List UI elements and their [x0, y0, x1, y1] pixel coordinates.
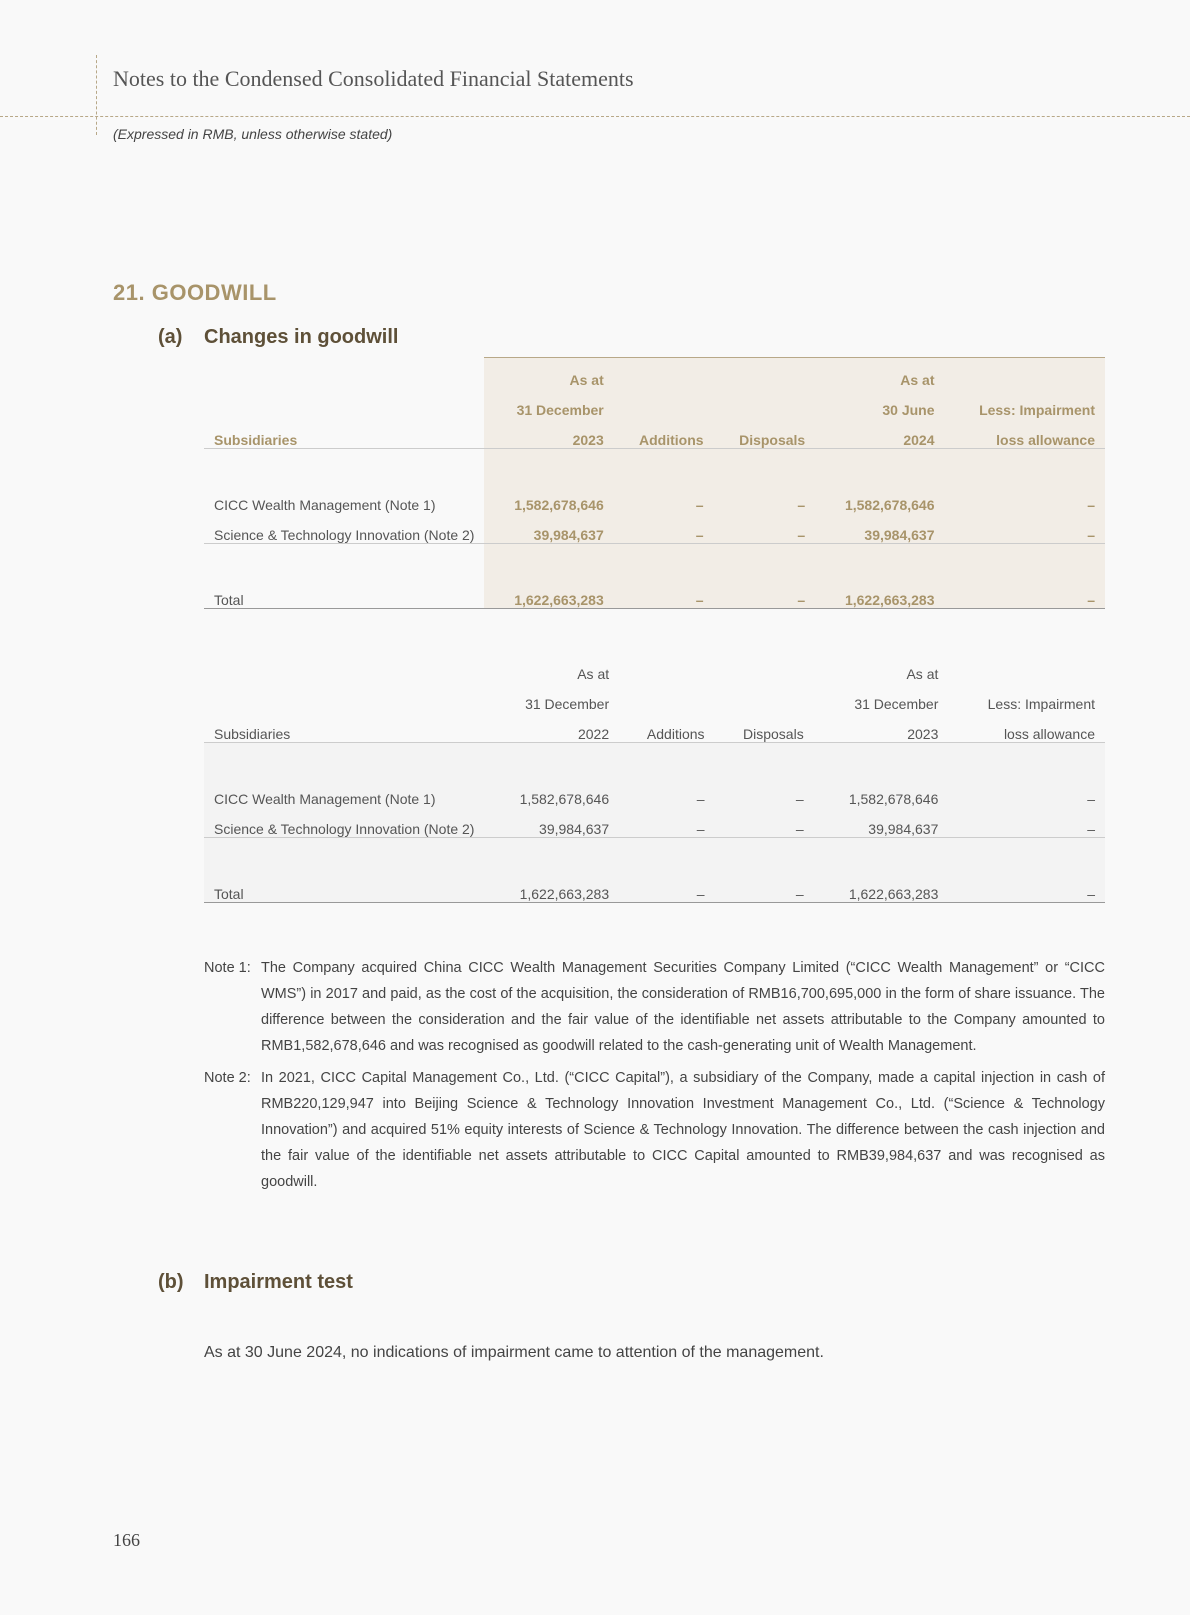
- table-cell: –: [714, 483, 816, 513]
- table-cell: 2023: [814, 712, 949, 743]
- table-cell: –: [714, 578, 816, 609]
- goodwill-table-2024: [204, 357, 1105, 609]
- table-cell: [614, 388, 714, 418]
- table-cell: 39,984,637: [484, 807, 619, 838]
- subsection-title: Impairment test: [204, 1271, 353, 1293]
- table-cell: [204, 682, 484, 712]
- table-cell: 31 December: [525, 696, 610, 712]
- goodwill-table-2023: [204, 652, 1105, 903]
- table-cell: Disposals: [714, 418, 816, 449]
- table-cell: [715, 682, 814, 712]
- table-cell: –: [715, 807, 814, 838]
- table-cell: –: [945, 578, 1106, 609]
- table-cell: –: [619, 777, 714, 807]
- table-cell: [204, 388, 484, 418]
- spacer-row: [204, 544, 1105, 579]
- table-cell: Less: Impairment: [987, 696, 1095, 712]
- table-cell: –: [619, 872, 714, 903]
- table-cell: 30 June: [815, 388, 944, 418]
- table-cell: 1,582,678,646: [484, 777, 619, 807]
- table-cell: Additions: [619, 712, 714, 743]
- table-cell: 1,582,678,646: [814, 777, 949, 807]
- table-cell: 2023: [484, 418, 613, 449]
- table-cell: Science & Technology Innovation (Note 2): [204, 807, 484, 838]
- table-cell: As at: [906, 666, 939, 682]
- table-cell: [948, 652, 1105, 682]
- table-cell: Less: Impairment: [945, 388, 1106, 418]
- spacer-row: [204, 449, 1105, 484]
- table-cell: [714, 388, 816, 418]
- table-row: [204, 513, 1105, 544]
- table-cell: 31 December: [484, 388, 613, 418]
- page-subtitle: (Expressed in RMB, unless otherwise stated): [113, 126, 393, 142]
- table-cell: [204, 652, 484, 682]
- table-cell: CICC Wealth Management (Note 1): [214, 497, 436, 513]
- note-label: Note 1:: [204, 960, 251, 976]
- table-cell: [715, 652, 814, 682]
- table-cell: loss allowance: [945, 418, 1106, 449]
- table-cell: 39,984,637: [814, 807, 949, 838]
- spacer-row: [204, 743, 1105, 778]
- table-cell: Total: [204, 578, 484, 609]
- table-cell: –: [614, 513, 714, 544]
- table-cell: 1,622,663,283: [814, 872, 949, 903]
- table-cell: [945, 358, 1106, 389]
- table-cell: Science & Technology Innovation (Note 2): [204, 513, 484, 544]
- section-heading: [113, 280, 277, 306]
- table-cell: As at: [484, 358, 613, 389]
- header-row: [204, 682, 1105, 712]
- note-2: [204, 1065, 1105, 1195]
- notes: [204, 955, 1105, 1201]
- table-cell: As at: [815, 358, 944, 389]
- section-title: GOODWILL: [151, 280, 277, 305]
- table-row: [204, 777, 1105, 807]
- table-cell: 1,582,678,646: [815, 483, 944, 513]
- table-row: [204, 483, 1105, 513]
- header-row: [204, 712, 1105, 743]
- table-cell: 31 December: [854, 696, 939, 712]
- table-cell: CICC Wealth Management (Note 1): [204, 777, 484, 807]
- header-row: [204, 388, 1105, 418]
- table-cell: –: [714, 513, 816, 544]
- subsection-label: (a): [158, 326, 183, 348]
- table-cell: –: [715, 777, 814, 807]
- table-cell: [614, 358, 714, 389]
- header-row: [204, 652, 1105, 682]
- table-cell: –: [945, 483, 1106, 513]
- table-cell: 1,582,678,646: [484, 483, 613, 513]
- table-cell: –: [619, 807, 714, 838]
- subsection-title: Changes in goodwill: [204, 326, 399, 348]
- subsection-b-heading: [158, 1271, 353, 1294]
- table-cell: Additions: [614, 418, 714, 449]
- table-cell: –: [614, 578, 714, 609]
- table-cell: –: [945, 513, 1106, 544]
- header-row: [204, 418, 1105, 449]
- spacer-row: [204, 838, 1105, 873]
- section-number: 21.: [113, 280, 146, 305]
- table-cell: [619, 652, 714, 682]
- note-label: Note 2:: [204, 1070, 251, 1086]
- table-cell: 2022: [484, 712, 619, 743]
- table-cell: 39,984,637: [484, 513, 613, 544]
- note-text: The Company acquired China CICC Wealth Management Securities Company Limited (“CICC Wealth Management” or “CICC WMS”) in 2017 and paid, as the cost of the acquisition, the consideration of RMB16,700,695,000 in the form of share issuance. The difference between the consideration and the fair value of the identifiable net assets attributable to the Company amounted to RMB1,582,678,646 and was recognised as goodwill related to the cash-generating unit of Wealth Management.: [261, 960, 1105, 1054]
- table-cell: Disposals: [715, 712, 814, 743]
- page-number: 166: [113, 1530, 140, 1550]
- subsection-label: (b): [158, 1271, 184, 1293]
- table-row: [204, 807, 1105, 838]
- table-cell: Subsidiaries: [204, 712, 484, 743]
- page-title: Notes to the Condensed Consolidated Financial Statements: [113, 66, 634, 91]
- table-cell: 1,622,663,283: [815, 578, 944, 609]
- subsection-a-heading: [158, 326, 398, 349]
- table-cell: –: [948, 777, 1105, 807]
- table-cell: Subsidiaries: [204, 418, 484, 449]
- note-1: [204, 955, 1105, 1059]
- note-text: In 2021, CICC Capital Management Co., Ltd. (“CICC Capital”), a subsidiary of the Company, made a capital injection in cash of RMB220,129,947 into Beijing Science & Technology Innovation Investment Management Co., Ltd. (“Science & Technology Innovation”) and acquired 51% equity interests of Science & Technology Innovation. The difference between the cash injection and the fair value of the identifiable net assets attributable to CICC Capital amounted to RMB39,984,637 and was recognised as goodwill.: [261, 1070, 1105, 1190]
- table-cell: 39,984,637: [815, 513, 944, 544]
- total-row: [204, 872, 1105, 903]
- table-cell: Total: [204, 872, 484, 903]
- total-row: [204, 578, 1105, 609]
- impairment-text: As at 30 June 2024, no indications of impairment came to attention of the management.: [204, 1344, 824, 1361]
- table-cell: –: [948, 872, 1105, 903]
- table-cell: 1,622,663,283: [484, 872, 619, 903]
- table-cell: 2024: [815, 418, 944, 449]
- table-cell: –: [715, 872, 814, 903]
- table-cell: –: [948, 807, 1105, 838]
- table-cell: loss allowance: [948, 712, 1105, 743]
- table-cell: 1,622,663,283: [484, 578, 613, 609]
- table-cell: [714, 358, 816, 389]
- header-row: [204, 358, 1105, 389]
- margin-rule: [96, 55, 97, 135]
- table-cell: As at: [577, 666, 610, 682]
- header-rule: [0, 116, 1190, 117]
- table-cell: [619, 682, 714, 712]
- table-cell: –: [614, 483, 714, 513]
- table-cell: [204, 358, 484, 389]
